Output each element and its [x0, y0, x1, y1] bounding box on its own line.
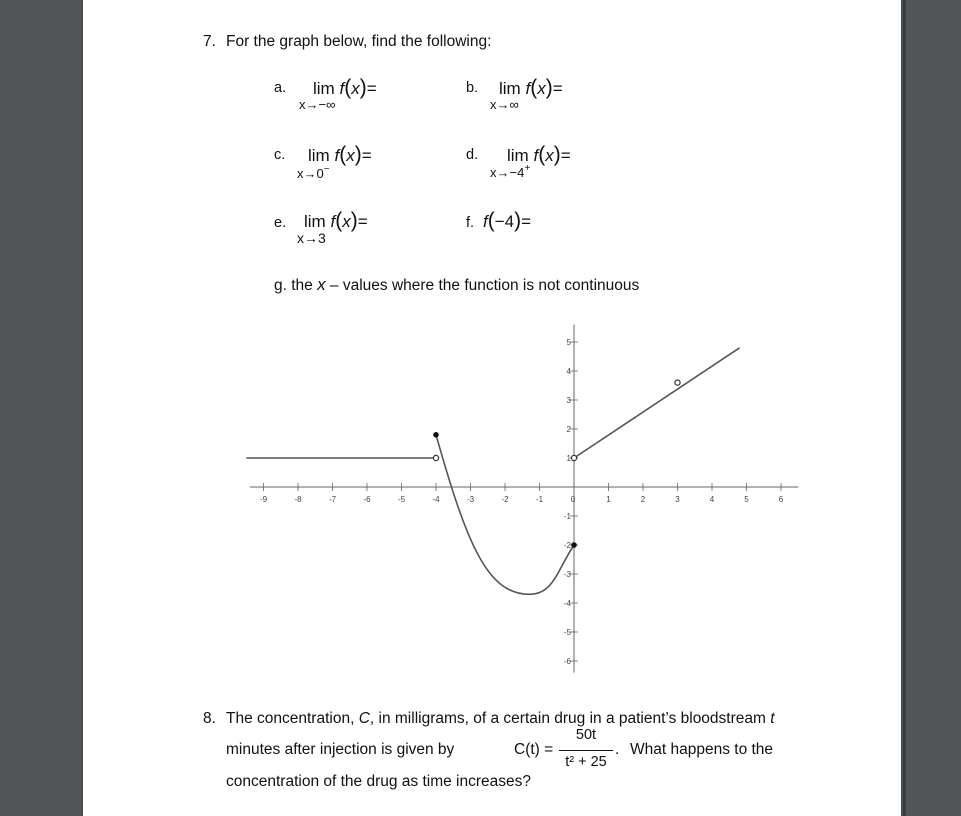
q8-line3: concentration of the drug as time increases?: [226, 773, 532, 790]
fraction-bar: [559, 750, 613, 751]
lim-text: lim: [304, 212, 326, 231]
x-tick-label: 1: [606, 495, 611, 504]
q8-line2b: What happens to the: [630, 741, 774, 758]
y-tick-label: -4: [563, 599, 571, 608]
x-tick-label: 2: [640, 495, 646, 504]
func-var: x: [342, 212, 351, 231]
x-tick-label: -3: [466, 495, 475, 504]
y-tick-label: 5: [566, 338, 571, 347]
equals: =: [552, 79, 563, 98]
scrollbar[interactable]: [903, 0, 906, 816]
x-tick-label: -2: [501, 495, 509, 504]
fraction-denominator: t² + 25: [565, 754, 607, 770]
lim-text: lim: [308, 146, 330, 165]
lim-text: lim: [313, 79, 335, 98]
function-graph: [173, 305, 813, 675]
ticks: [260, 338, 784, 666]
y-tick-label: 2: [566, 425, 571, 434]
q8-line1: The concentration, C, in milligrams, of a certain drug in a patient’s bloodstream t: [226, 710, 775, 727]
y-tick-label: -3: [563, 570, 571, 579]
func-name: f: [330, 212, 336, 231]
lim-text: lim: [499, 79, 521, 98]
open-point: [433, 455, 438, 460]
part-b-subscript: x→∞: [490, 97, 519, 112]
func-name: f: [533, 146, 539, 165]
part-a-label: a.: [274, 80, 287, 96]
part-g-text: g. the x – values where the function is not continuous: [274, 275, 640, 294]
part-d-label: d.: [466, 147, 479, 163]
markers: [433, 380, 680, 548]
y-tick-label: 4: [566, 367, 571, 376]
lim-text: lim: [507, 146, 529, 165]
part-e-expression: lim f(x)=: [304, 209, 368, 232]
func-var: x: [545, 146, 554, 165]
part-a-expression: lim f(x)=: [313, 76, 377, 99]
q7-number: 7.: [203, 33, 216, 50]
part-b-expression: lim f(x)=: [499, 76, 563, 99]
open-point: [571, 455, 576, 460]
func-name: f: [525, 79, 531, 98]
func-name: f: [339, 79, 345, 98]
right-line: [574, 348, 740, 458]
equals: =: [361, 146, 372, 165]
y-tick-label: -6: [563, 657, 571, 666]
x-tick-label: -8: [294, 495, 302, 504]
var-t: t: [770, 710, 775, 727]
part-e-subscript: x→3: [297, 230, 326, 246]
part-f-expression: f(−4)=: [483, 209, 532, 232]
part-c-label: c.: [274, 147, 286, 163]
parabola-curve: [436, 435, 574, 595]
q8-function: C(t) =: [514, 741, 554, 758]
part-a-subscript: x→−∞: [299, 97, 336, 112]
x-tick-label: -9: [259, 495, 268, 504]
y-tick-label: 3: [566, 396, 571, 405]
x-tick-label: -6: [363, 495, 371, 504]
part-c-subscript: x→0−: [297, 164, 330, 181]
x-tick-label: -1: [535, 495, 544, 504]
func-var: x: [351, 79, 360, 98]
equals: =: [560, 146, 571, 165]
x-tick-label: 0: [570, 495, 576, 504]
x-tick-label: 4: [709, 495, 715, 504]
fraction-numerator: 50t: [575, 727, 597, 743]
y-tick-label: -5: [563, 628, 571, 637]
equals: =: [357, 212, 368, 231]
x-tick-label: 3: [675, 495, 680, 504]
period: .: [615, 741, 620, 758]
func-name: f: [334, 146, 340, 165]
part-c-expression: lim f(x)=: [308, 143, 372, 166]
part-d-expression: lim f(x)=: [507, 143, 571, 166]
equals: =: [366, 79, 377, 98]
func-name: f: [483, 212, 488, 231]
closed-point: [571, 542, 577, 548]
x-tick-label: 6: [778, 495, 784, 504]
x-tick-label: -4: [432, 495, 440, 504]
y-tick-label: -2: [563, 541, 571, 550]
func-var: x: [537, 79, 546, 98]
var-C: C: [358, 710, 370, 727]
closed-point: [433, 432, 439, 438]
curves: [246, 348, 739, 595]
open-point: [675, 380, 680, 385]
part-e-label: e.: [274, 215, 287, 231]
document-page: [83, 0, 901, 816]
y-tick-label: -1: [563, 512, 571, 521]
x-tick-label: 5: [744, 495, 749, 504]
part-b-label: b.: [466, 80, 479, 96]
equals: =: [521, 212, 532, 231]
x-tick-label: -7: [328, 495, 337, 504]
q8-number: 8.: [203, 710, 216, 727]
q7-prompt: For the graph below, find the following:: [226, 33, 492, 50]
x-tick-label: -5: [397, 495, 406, 504]
q8-line2a: minutes after injection is given by: [226, 741, 455, 758]
part-d-subscript: x→−4+: [490, 163, 531, 180]
part-f-label: f.: [466, 215, 475, 231]
y-tick-label: 1: [566, 454, 571, 463]
func-var: x: [346, 146, 355, 165]
func-arg: −4: [494, 212, 515, 231]
